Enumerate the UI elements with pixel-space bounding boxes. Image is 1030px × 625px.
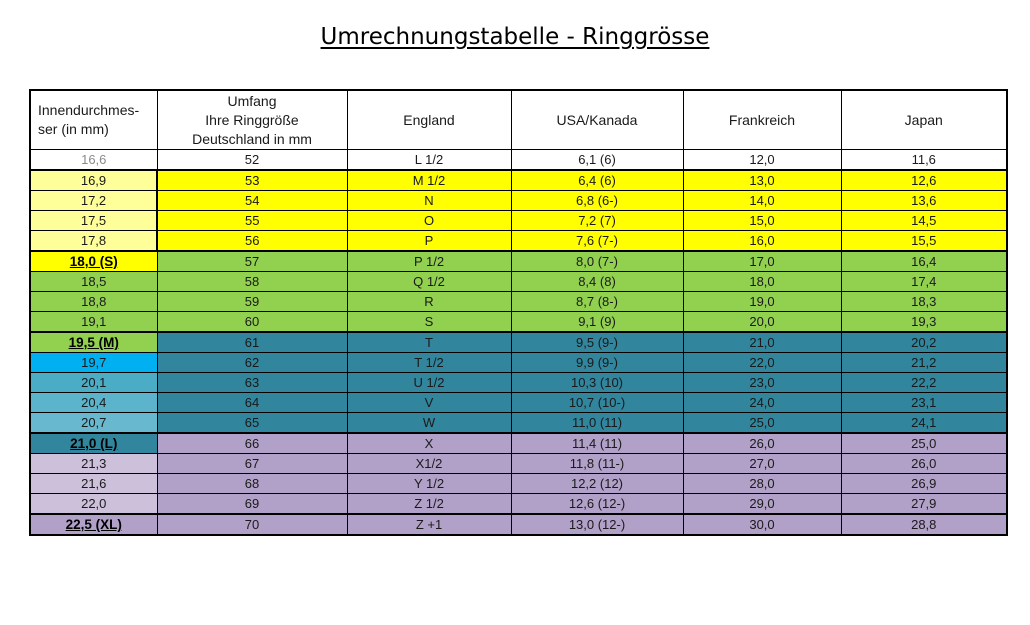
cell-usa: 11,4 (11)	[511, 433, 683, 454]
cell-england: O	[347, 211, 511, 231]
cell-england: S	[347, 312, 511, 333]
cell-france: 24,0	[683, 393, 841, 413]
cell-usa: 13,0 (12-)	[511, 514, 683, 535]
cell-circumference: 56	[157, 231, 347, 252]
cell-japan: 19,3	[841, 312, 1007, 333]
cell-circumference: 53	[157, 170, 347, 191]
cell-circumference: 68	[157, 474, 347, 494]
table-body	[30, 150, 1007, 536]
table-row	[30, 474, 1007, 494]
cell-japan: 27,9	[841, 494, 1007, 515]
cell-japan: 16,4	[841, 251, 1007, 272]
cell-circumference: 58	[157, 272, 347, 292]
cell-france: 20,0	[683, 312, 841, 333]
cell-diameter: 20,7	[30, 413, 157, 434]
cell-usa: 8,4 (8)	[511, 272, 683, 292]
cell-usa: 11,8 (11-)	[511, 454, 683, 474]
cell-england: M 1/2	[347, 170, 511, 191]
cell-france: 19,0	[683, 292, 841, 312]
cell-france: 25,0	[683, 413, 841, 434]
cell-diameter: 17,5	[30, 211, 157, 231]
cell-england: Y 1/2	[347, 474, 511, 494]
cell-diameter: 18,5	[30, 272, 157, 292]
cell-france: 12,0	[683, 150, 841, 171]
cell-usa: 9,9 (9-)	[511, 353, 683, 373]
table-row	[30, 150, 1007, 171]
cell-circumference: 63	[157, 373, 347, 393]
cell-england: T	[347, 332, 511, 353]
cell-france: 18,0	[683, 272, 841, 292]
cell-diameter-size-label: 18,0 (S)	[30, 251, 157, 272]
cell-england: Z 1/2	[347, 494, 511, 515]
cell-japan: 23,1	[841, 393, 1007, 413]
table-row-size-xl	[30, 514, 1007, 535]
cell-japan: 26,9	[841, 474, 1007, 494]
cell-usa: 12,6 (12-)	[511, 494, 683, 515]
table-row	[30, 413, 1007, 434]
cell-usa: 8,0 (7-)	[511, 251, 683, 272]
header-usa-canada: USA/Kanada	[511, 90, 683, 150]
cell-usa: 10,3 (10)	[511, 373, 683, 393]
cell-france: 29,0	[683, 494, 841, 515]
cell-england: W	[347, 413, 511, 434]
page-title	[0, 24, 1030, 50]
cell-england: P 1/2	[347, 251, 511, 272]
cell-diameter: 22,0	[30, 494, 157, 515]
cell-japan: 11,6	[841, 150, 1007, 171]
cell-usa: 6,8 (6-)	[511, 191, 683, 211]
cell-diameter: 21,6	[30, 474, 157, 494]
cell-circumference: 62	[157, 353, 347, 373]
page-title-text: Umrechnungstabelle - Ringgrösse	[320, 24, 710, 50]
cell-usa: 9,1 (9)	[511, 312, 683, 333]
table-row-size-s	[30, 251, 1007, 272]
cell-england: P	[347, 231, 511, 252]
cell-circumference: 61	[157, 332, 347, 353]
table-row	[30, 494, 1007, 515]
table-row	[30, 373, 1007, 393]
cell-japan: 25,0	[841, 433, 1007, 454]
cell-circumference: 65	[157, 413, 347, 434]
cell-england: V	[347, 393, 511, 413]
cell-usa: 10,7 (10-)	[511, 393, 683, 413]
cell-france: 28,0	[683, 474, 841, 494]
cell-france: 17,0	[683, 251, 841, 272]
cell-japan: 22,2	[841, 373, 1007, 393]
cell-japan: 18,3	[841, 292, 1007, 312]
cell-japan: 28,8	[841, 514, 1007, 535]
cell-england: T 1/2	[347, 353, 511, 373]
cell-france: 23,0	[683, 373, 841, 393]
cell-circumference: 59	[157, 292, 347, 312]
cell-circumference: 54	[157, 191, 347, 211]
cell-japan: 20,2	[841, 332, 1007, 353]
cell-england: X1/2	[347, 454, 511, 474]
cell-diameter-size-label: 22,5 (XL)	[30, 514, 157, 535]
cell-diameter: 20,4	[30, 393, 157, 413]
cell-england: U 1/2	[347, 373, 511, 393]
cell-japan: 17,4	[841, 272, 1007, 292]
cell-diameter: 17,8	[30, 231, 157, 252]
table-row-size-l	[30, 433, 1007, 454]
cell-circumference: 64	[157, 393, 347, 413]
cell-japan: 24,1	[841, 413, 1007, 434]
cell-england: Q 1/2	[347, 272, 511, 292]
cell-japan: 21,2	[841, 353, 1007, 373]
cell-france: 22,0	[683, 353, 841, 373]
table-header-row	[30, 90, 1007, 150]
cell-diameter: 20,1	[30, 373, 157, 393]
ring-size-table	[29, 89, 1008, 536]
cell-england: N	[347, 191, 511, 211]
table-row	[30, 312, 1007, 333]
cell-usa: 9,5 (9-)	[511, 332, 683, 353]
cell-france: 26,0	[683, 433, 841, 454]
header-circumference: Umfang Ihre Ringgröße Deutschland in mm	[157, 90, 347, 150]
cell-usa: 7,2 (7)	[511, 211, 683, 231]
header-england: England	[347, 90, 511, 150]
cell-diameter: 17,2	[30, 191, 157, 211]
table-row	[30, 272, 1007, 292]
cell-japan: 13,6	[841, 191, 1007, 211]
table-row	[30, 292, 1007, 312]
cell-diameter: 21,3	[30, 454, 157, 474]
cell-england: X	[347, 433, 511, 454]
cell-japan: 14,5	[841, 211, 1007, 231]
table-row	[30, 191, 1007, 211]
cell-france: 27,0	[683, 454, 841, 474]
cell-diameter: 16,6	[30, 150, 157, 171]
cell-circumference: 66	[157, 433, 347, 454]
cell-japan: 12,6	[841, 170, 1007, 191]
cell-japan: 15,5	[841, 231, 1007, 252]
cell-usa: 7,6 (7-)	[511, 231, 683, 252]
cell-france: 15,0	[683, 211, 841, 231]
table-row	[30, 393, 1007, 413]
cell-france: 13,0	[683, 170, 841, 191]
cell-usa: 6,1 (6)	[511, 150, 683, 171]
cell-france: 16,0	[683, 231, 841, 252]
cell-usa: 8,7 (8-)	[511, 292, 683, 312]
cell-england: Z +1	[347, 514, 511, 535]
table-row	[30, 231, 1007, 252]
cell-japan: 26,0	[841, 454, 1007, 474]
cell-usa: 6,4 (6)	[511, 170, 683, 191]
cell-circumference: 67	[157, 454, 347, 474]
table-row	[30, 211, 1007, 231]
table-row	[30, 353, 1007, 373]
cell-usa: 12,2 (12)	[511, 474, 683, 494]
cell-usa: 11,0 (11)	[511, 413, 683, 434]
cell-diameter: 19,1	[30, 312, 157, 333]
cell-france: 30,0	[683, 514, 841, 535]
header-japan: Japan	[841, 90, 1007, 150]
cell-circumference: 70	[157, 514, 347, 535]
cell-france: 21,0	[683, 332, 841, 353]
cell-diameter-size-label: 21,0 (L)	[30, 433, 157, 454]
cell-circumference: 55	[157, 211, 347, 231]
cell-diameter: 16,9	[30, 170, 157, 191]
header-france: Frankreich	[683, 90, 841, 150]
cell-diameter: 19,7	[30, 353, 157, 373]
cell-diameter-size-label: 19,5 (M)	[30, 332, 157, 353]
table-row	[30, 454, 1007, 474]
cell-circumference: 69	[157, 494, 347, 515]
cell-france: 14,0	[683, 191, 841, 211]
header-inner-diameter: Innendurchmes- ser (in mm)	[30, 90, 157, 150]
table-row	[30, 170, 1007, 191]
cell-england: L 1/2	[347, 150, 511, 171]
cell-circumference: 52	[157, 150, 347, 171]
cell-diameter: 18,8	[30, 292, 157, 312]
cell-england: R	[347, 292, 511, 312]
cell-circumference: 57	[157, 251, 347, 272]
cell-circumference: 60	[157, 312, 347, 333]
table-row-size-m	[30, 332, 1007, 353]
